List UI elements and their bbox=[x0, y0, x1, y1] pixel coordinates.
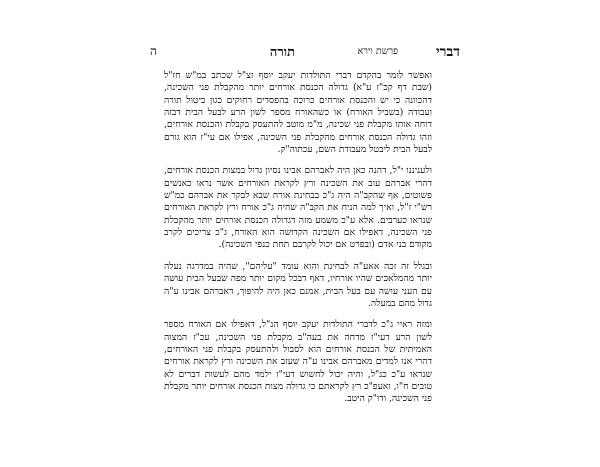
page-number: ה bbox=[150, 44, 157, 58]
body-text bbox=[164, 70, 432, 415]
page-header bbox=[150, 44, 460, 62]
parsha-name: פרשת וירא bbox=[357, 46, 398, 57]
section-title: תורה bbox=[269, 45, 295, 60]
paragraph: ואפשר לומר בהקדם דברי התולדות יעקב יוסף זצ"ל שכתב במ"ש חז"ל (שבת דף קכ"ז ע"א) גדולה הכנסת אורחים יותר מהקבלת פני השכינה, דהכוונה כי יש והכנסת אורחים כרוכה בהפסדים רחוקים כגון ביטול תורה ועבודה (בשביל האורח) או כשהאורח מספר לשון הרע לבעל הבית דבזה דוחה אותו מקבלת פני שכינה, מ"מ מוטב להתעסק בקבלת והכנסת אורחים, וזהו גדולה הכנסת אורחים מהקבלת פני השכינה, אפילו אם עי"ז הוא גורם לבעל הבית ליבטל מעבודת השם, עכתוה"ק. bbox=[164, 70, 432, 156]
book-title: דברי bbox=[435, 44, 460, 60]
paragraph: ובגלל זה זכה אאע"ה לבחינת והוא עומד "עליהם", שהיה במדרגה נעלה יותר מהמלאכים שהיו אורחיו, דאף דבכל מקום יותר מפה שבעל הבית עושה עם העני עושה עם בעל הבית, אמנם כאן היה להיפוך, דאברהם אבינו ע"ה גדול מהם במעלה. bbox=[164, 260, 432, 309]
paragraph: ומזה ראיי ג"כ לדברי התולדות יעקב יוסף הנ"ל, דאפילו אם האורח מספר לשון הרע דעי"ז מדחה את בעה"ב מקבלת פני השכינה, עכ"ז המצוה האמיתית של הכנסת אורחים הוא לסבול ולהתעסק בקבלת פני האורחים, דהרי אנו למדים מאברהם אבינו ע"ה שעזב את השכינה ורץ לקראת אורחים שנראו ע"כ כנ"ל, והיה יכול לחשוש דעי"ז ילמד מהם לעשות דברים לא טובים ח"ו, ואעפ"כ רץ לקראתם כי גדולה מצות הכנסת אורחים יותר מקבלת פני השכינה, ודו"ק היטב. bbox=[164, 319, 432, 405]
paragraph: ולעניננו י"ל, דהנה כאן היה לאברהם אבינו נסיון גדול במצות הכנסת אורחים, דהרי אברהם עוב את השכינה ורץ לקראת האורחים אשר נראו כאנשים פשוטים, אף שהקב"ה היה ג"כ בבחינת אורח שבא לבקר את אברהם כמ"ש רש"י ז"ל, ואיך למה הניח את הקב"ה שהיה ג"כ אורח ורץ לקראת האורחים שנראו כערבים. אלא ע"כ משמע מזה דגדולה הכנסת אורחים יותר מהקבלת פני השכינה, דאפילו אם השכינה הקדושה הוא האורח, ג"כ צריכים לקרב מקודם בני אדם (ובפרט אם יכול לקרבם תחת כנפי השכינה). bbox=[164, 165, 432, 251]
